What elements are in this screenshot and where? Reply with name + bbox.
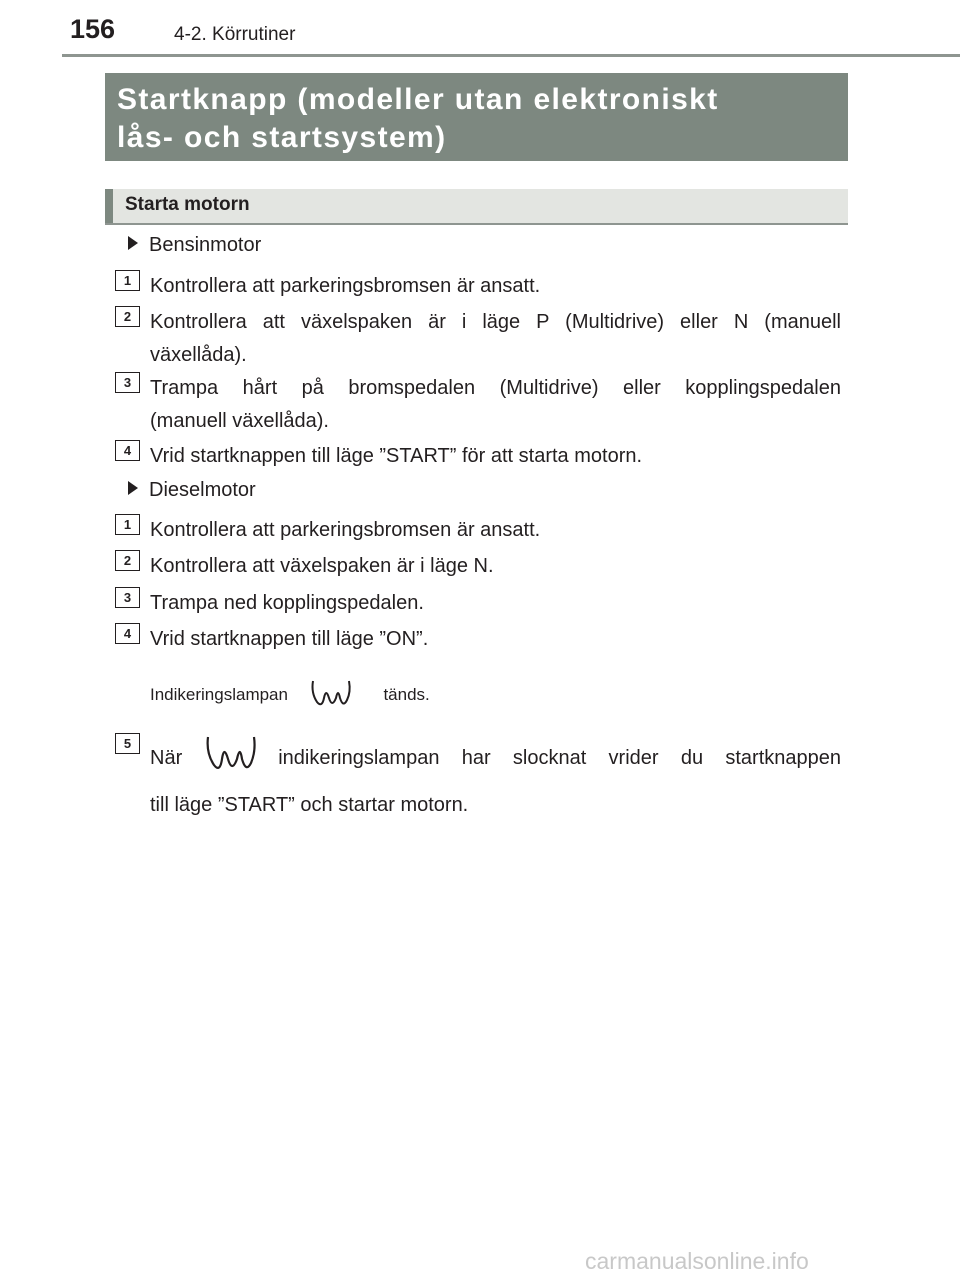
header-divider <box>62 54 960 57</box>
section-heading-label: Starta motorn <box>125 194 250 215</box>
triangle-bullet-icon <box>128 481 138 495</box>
triangle-bullet-icon <box>128 236 138 250</box>
step-text-line-2: (manuell växellåda). <box>150 410 329 432</box>
step-text-block <box>150 306 841 372</box>
step-text-before-icon: När <box>150 747 183 769</box>
watermark: carmanualsonline.info <box>585 1248 809 1274</box>
step-text: Trampa ned kopplingspedalen. <box>150 592 424 614</box>
title-line-1: Startknapp (modeller utan elektroniskt <box>117 83 719 116</box>
step-text-line-2: till läge ”START” och startar motorn. <box>150 794 469 816</box>
step-number: 2 <box>115 550 140 571</box>
glow-plug-indicator-icon <box>309 678 353 713</box>
step-text: Kontrollera att parkeringsbromsen är ansatt. <box>150 275 541 297</box>
page-number: 156 <box>70 14 116 44</box>
step-text: Kontrollera att växelspaken är i läge N. <box>150 555 494 577</box>
step-number: 1 <box>115 514 140 535</box>
note-text-before: Indikeringslampan <box>150 684 288 704</box>
variant-diesel-label: Dieselmotor <box>149 479 256 501</box>
step-text: Vrid startknappen till läge ”ON”. <box>150 628 429 650</box>
step-text-line-1: Kontrollera att växelspaken är i läge P (Multidrive) eller N (manuell <box>150 311 841 333</box>
glow-plug-indicator-icon <box>204 733 258 784</box>
title-line-2: lås- och startsystem) <box>117 121 447 154</box>
step-number: 2 <box>115 306 140 327</box>
step-number: 5 <box>115 733 140 754</box>
section-heading-bar <box>105 189 113 223</box>
indicator-note <box>150 678 430 713</box>
step-text-line-1 <box>150 733 841 784</box>
step-text: Vrid startknappen till läge ”START” för att starta motorn. <box>150 445 643 467</box>
section-heading <box>105 189 848 225</box>
step-text-line-1: Trampa hårt på bromspedalen (Multidrive) eller kopplingspedalen <box>150 377 841 399</box>
step-number: 4 <box>115 440 140 461</box>
step-number: 3 <box>115 587 140 608</box>
step-text-block <box>150 372 841 438</box>
chapter-title: 4-2. Körrutiner <box>174 24 296 45</box>
variant-diesel <box>128 479 256 502</box>
step-number: 3 <box>115 372 140 393</box>
note-text-after: tänds. <box>383 684 430 704</box>
variant-petrol <box>128 234 261 257</box>
step-number: 1 <box>115 270 140 291</box>
variant-petrol-label: Bensinmotor <box>149 234 262 256</box>
step-text: Kontrollera att parkeringsbromsen är ansatt. <box>150 519 541 541</box>
step-text-block <box>150 733 841 822</box>
step-text-line-2: växellåda). <box>150 344 247 366</box>
step-number: 4 <box>115 623 140 644</box>
title-banner <box>105 73 848 161</box>
step-text-after-icon: indikeringslampan har slocknat vrider du startknappen <box>278 747 841 769</box>
